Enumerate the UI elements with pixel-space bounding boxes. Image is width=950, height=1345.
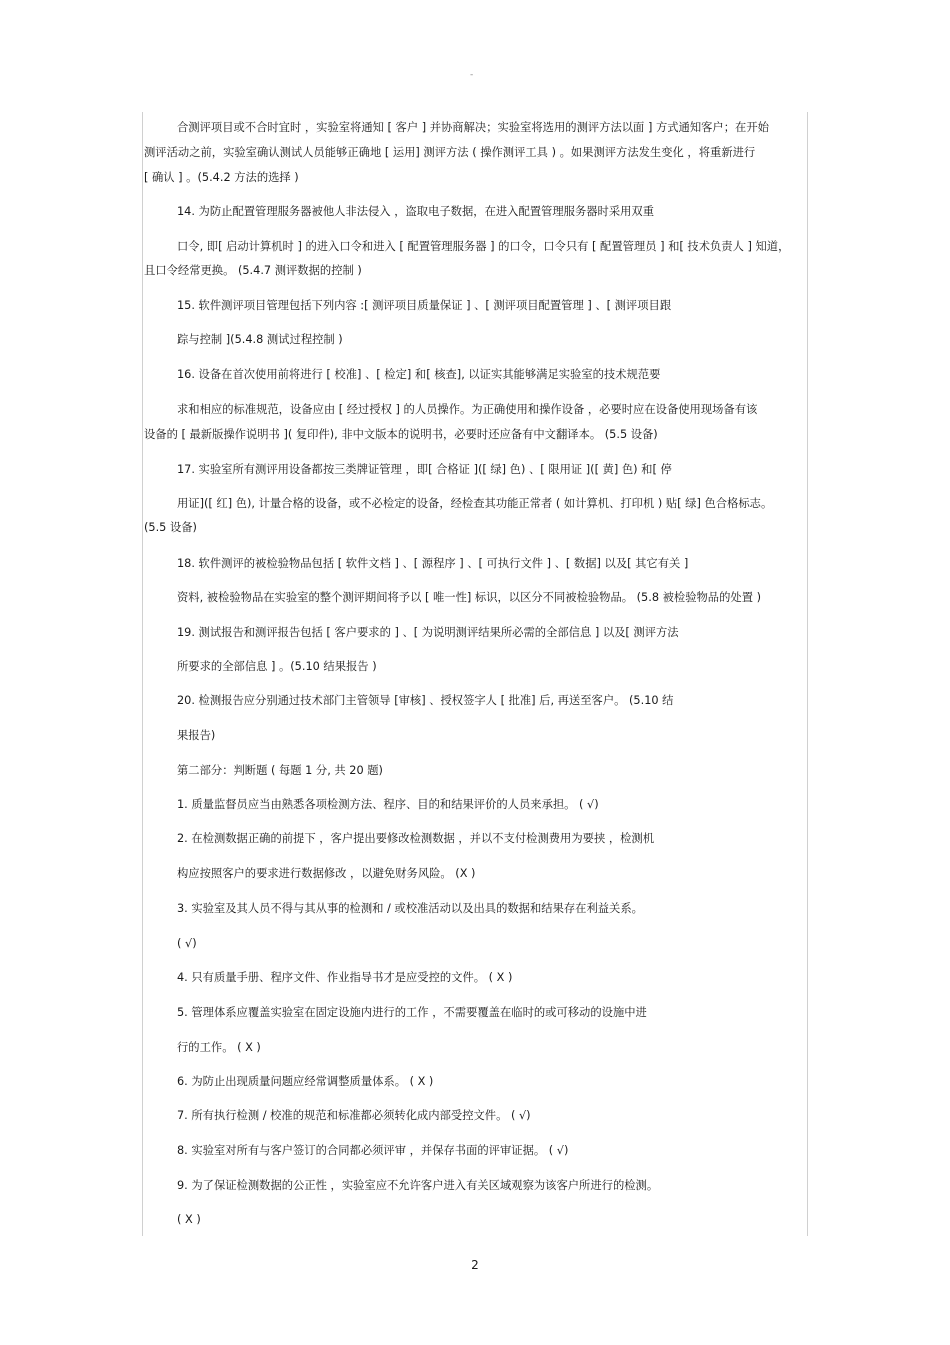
judgment-7: 7. 所有执行检测 / 校准的规范和标准都必须转化成内部受控文件。 ( √): [177, 1109, 531, 1122]
question-18: 18. 软件测评的被检验物品包括 [ 软件文档 ] 、[ 源程序 ] 、[ 可执行文件 ] 、[ 数据] 以及[ 其它有关 ]: [177, 557, 689, 570]
text-line: 口令, 即[ 启动计算机时 ] 的进入口令和进入 [ 配置管理服务器 ] 的口令，口令只有 [ 配置管理员 ] 和[ 技术负责人 ] 知道，: [177, 240, 790, 253]
section-heading: 第二部分：判断题 ( 每题 1 分, 共 20 题): [177, 764, 383, 777]
text-line: 构应按照客户的要求进行数据修改 ，以避免财务风险。 (X ): [177, 867, 476, 880]
question-19: 19. 测试报告和测评报告包括 [ 客户要求的 ] 、[ 为说明测评结果所必需的全部信息 ] 以及[ 测评方法: [177, 626, 679, 639]
right-margin-rule: [807, 112, 808, 1236]
judgment-5: 5. 管理体系应覆盖实验室在固定设施内进行的工作 ，不需要覆盖在临时的或可移动的设施中进: [177, 1006, 647, 1019]
judgment-3: 3. 实验室及其人员不得与其从事的检测和 / 或校准活动以及出具的数据和结果存在利益关系。: [177, 902, 643, 915]
header-mark: -: [470, 70, 474, 80]
text-line: 设备的 [ 最新版操作说明书 ]( 复印件), 非中文版本的说明书，必要时还应备有中文翻译本。 (5.5 设备): [144, 428, 658, 441]
question-16: 16. 设备在首次使用前将进行 [ 校准] 、[ 检定] 和[ 核查], 以证实其能够满足实验室的技术规范要: [177, 368, 661, 381]
question-15: 15. 软件测评项目管理包括下列内容 :[ 测评项目质量保证 ] 、[ 测评项目配置管理 ] 、[ 测评项目跟: [177, 299, 672, 312]
question-14: 14. 为防止配置管理服务器被他人非法侵入 ，盗取电子数据，在进入配置管理服务器时采用双重: [177, 205, 655, 218]
text-line: [ 确认 ] 。(5.4.2 方法的选择 ): [144, 171, 299, 184]
question-20: 20. 检测报告应分别通过技术部门主管领导 [审核] 、授权签字人 [ 批准] 后, 再送至客户。 (5.10 结: [177, 694, 674, 707]
text-line: 合测评项目或不合时宜时 ，实验室将通知 [ 客户 ] 并协商解决；实验室将选用的测评方法以面 ] 方式通知客户；在开始: [177, 121, 769, 134]
text-line: 求和相应的标准规范，设备应由 [ 经过授权 ] 的人员操作。为正确使用和操作设备 ，必要时应在设备使用现场备有该: [177, 403, 758, 416]
text-line: (5.5 设备): [144, 521, 197, 534]
text-line: ( √): [177, 937, 197, 950]
left-margin-rule: [142, 112, 143, 1236]
text-line: 所要求的全部信息 ] 。(5.10 结果报告 ): [177, 660, 377, 673]
judgment-9: 9. 为了保证检测数据的公正性 ，实验室应不允许客户进入有关区域观察为该客户所进行的检测。: [177, 1179, 659, 1192]
text-line: 测评活动之前，实验室确认测试人员能够正确地 [ 运用] 测评方法 ( 操作测评工具 ) 。如果测评方法发生变化 ，将重新进行: [144, 146, 756, 159]
text-line: ( X ): [177, 1213, 201, 1226]
text-line: 行的工作。 ( X ): [177, 1041, 261, 1054]
text-line: 资料, 被检验物品在实验室的整个测评期间将予以 [ 唯一性] 标识，以区分不同被检验物品。 (5.8 被检验物品的处置 ): [177, 591, 761, 604]
judgment-2: 2. 在检测数据正确的前提下 ，客户提出要修改检测数据 ，并以不支付检测费用为要挟 ，检测机: [177, 832, 655, 845]
judgment-8: 8. 实验室对所有与客户签订的合同都必须评审 ，并保存书面的评审证据。 ( √): [177, 1144, 569, 1157]
page-number: 2: [471, 1258, 479, 1272]
text-line: 且口令经常更换。 (5.4.7 测评数据的控制 ): [144, 264, 362, 277]
text-line: 果报告): [177, 729, 216, 742]
judgment-1: 1. 质量监督员应当由熟悉各项检测方法、程序、目的和结果评价的人员来承担。 ( √): [177, 798, 599, 811]
judgment-4: 4. 只有质量手册、程序文件、作业指导书才是应受控的文件。 ( X ): [177, 971, 513, 984]
question-17: 17. 实验室所有测评用设备都按三类牌证管理 ，即[ 合格证 ]([ 绿] 色) 、[ 限用证 ]([ 黄] 色) 和[ 停: [177, 463, 672, 476]
judgment-6: 6. 为防止出现质量问题应经常调整质量体系。 ( X ): [177, 1075, 434, 1088]
text-line: 踪与控制 ](5.4.8 测试过程控制 ): [177, 333, 343, 346]
text-line: 用证]([ 红] 色), 计量合格的设备，或不必检定的设备，经检查其功能正常者 ( 如计算机、打印机 ) 贴[ 绿] 色合格标志。: [177, 497, 773, 510]
